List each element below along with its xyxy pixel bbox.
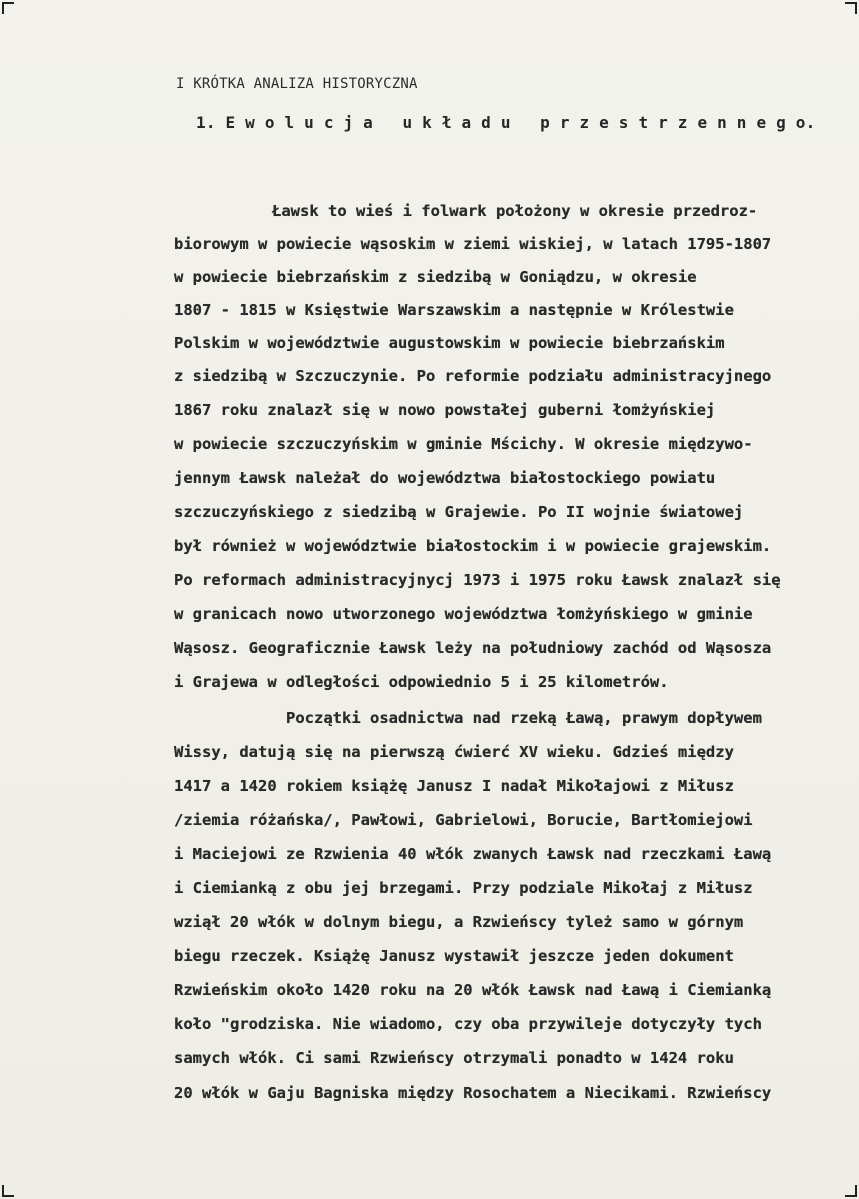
text-line: 20 włók w Gaju Bagniska między Rosochatem a Niecikami. Rzwieńscy bbox=[174, 1084, 772, 1102]
text-line: Początki osadnictwa nad rzeką Ławą, prawym dopływem bbox=[286, 709, 762, 727]
text-line: Po reformach administracyjnycj 1973 i 1975 roku Ławsk znalazł się bbox=[174, 571, 781, 589]
section-heading: I KRÓTKA ANALIZA HISTORYCZNA bbox=[176, 76, 418, 92]
text-line: samych włók. Ci sami Rzwieńscy otrzymali ponadto w 1424 roku bbox=[174, 1049, 734, 1067]
text-line: biegu rzeczek. Książę Janusz wystawił jeszcze jeden dokument bbox=[174, 947, 734, 965]
text-line: i Ciemianką z obu jej brzegami. Przy podziale Mikołaj z Miłusz bbox=[174, 879, 753, 897]
subsection-heading: 1. E w o l u c j a u k ł a d u p r z e s t r z e n n e g o. bbox=[196, 113, 816, 132]
text-line: wziął 20 włók w dolnym biegu, a Rzwieńscy tyleż samo w górnym bbox=[174, 913, 744, 931]
text-line: Rzwieńskim około 1420 roku na 20 włók Ławsk nad Ławą i Ciemianką bbox=[174, 981, 772, 999]
text-line: Ławsk to wieś i folwark położony w okresie przedroz- bbox=[272, 202, 758, 220]
text-line: w granicach nowo utworzonego województwa łomżyńskiego w gminie bbox=[174, 605, 753, 623]
corner-mark-top-right bbox=[845, 2, 857, 14]
text-line: /ziemia różańska/, Pawłowi, Gabrielowi, Borucie, Bartłomiejowi bbox=[174, 811, 753, 829]
text-line: szczuczyńskiego z siedzibą w Grajewie. Po II wojnie światowej bbox=[174, 503, 744, 521]
text-line: jennym Ławsk należał do województwa białostockiego powiatu bbox=[174, 469, 716, 487]
text-line: 1867 roku znalazł się w nowo powstałej guberni łomżyńskiej bbox=[174, 401, 716, 419]
text-line: był również w województwie białostockim i w powiecie grajewskim. bbox=[174, 537, 772, 555]
text-line: Polskim w województwie augustowskim w powiecie biebrzańskim bbox=[174, 334, 725, 352]
text-line: 1807 - 1815 w Księstwie Warszawskim a następnie w Królestwie bbox=[174, 301, 734, 319]
text-line: 1417 a 1420 rokiem książę Janusz I nadał Mikołajowi z Miłusz bbox=[174, 777, 734, 795]
text-line: Wąsosz. Geograficznie Ławsk leży na południowy zachód od Wąsosza bbox=[174, 639, 772, 657]
corner-mark-top-left bbox=[2, 2, 14, 14]
text-line: Wissy, datują się na pierwszą ćwierć XV wieku. Gdzieś między bbox=[174, 743, 734, 761]
text-line: i Maciejowi ze Rzwienia 40 włók zwanych Ławsk nad rzeczkami Ławą bbox=[174, 845, 772, 863]
corner-mark-bottom-right bbox=[845, 1185, 857, 1197]
text-line: w powiecie biebrzańskim z siedzibą w Goniądzu, w okresie bbox=[174, 268, 697, 286]
text-line: biorowym w powiecie wąsoskim w ziemi wiskiej, w latach 1795-1807 bbox=[174, 235, 772, 253]
corner-mark-bottom-left bbox=[2, 1185, 14, 1197]
text-line: w powiecie szczuczyńskim w gminie Mścichy. W okresie międzywo- bbox=[174, 435, 753, 453]
text-line: i Grajewa w odległości odpowiednio 5 i 25 kilometrów. bbox=[174, 673, 669, 691]
text-line: z siedzibą w Szczuczynie. Po reformie podziału administracyjnego bbox=[174, 367, 772, 385]
text-line: koło "grodziska. Nie wiadomo, czy oba przywileje dotyczyły tych bbox=[174, 1015, 762, 1033]
